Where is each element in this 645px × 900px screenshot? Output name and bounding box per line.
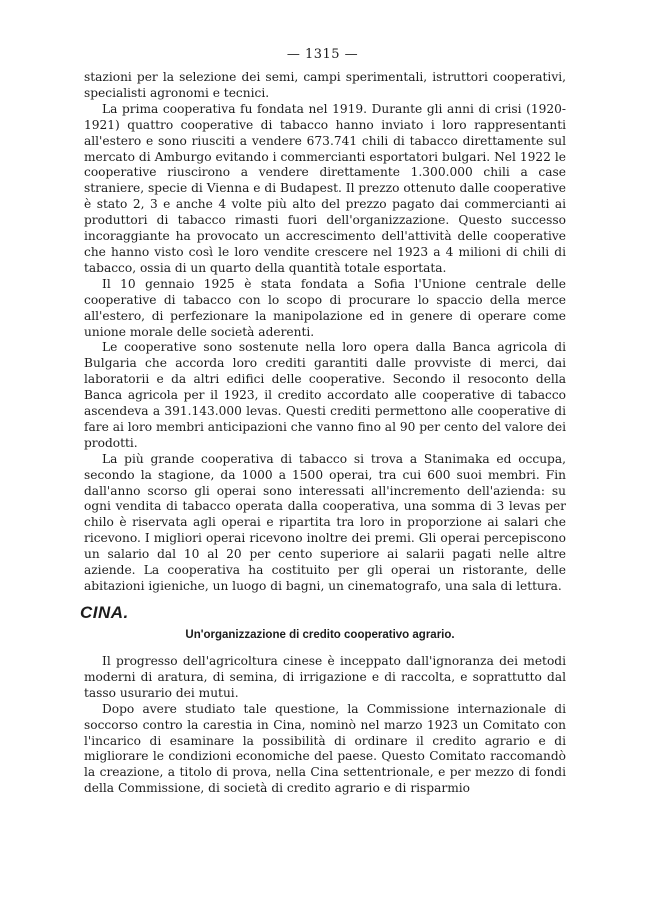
- page-number: — 1315 —: [286, 47, 359, 62]
- paragraph-central-union: Il 10 gennaio 1925 è stata fondata a Sofia l'Unione centrale delle cooperative di tabacco con lo scopo di procurare lo spaccio della merce all'estero, di perfezionare la manipolazione ed in genere di operare come unione morale delle società aderenti.: [84, 276, 566, 339]
- china-credit-text: [84, 654, 566, 797]
- paragraph-continuation: stazioni per la selezione dei semi, campi sperimentali, istruttori cooperativi, specialisti agronomi e tecnici.: [84, 70, 566, 100]
- paragraph-commission: Dopo avere studiato tale questione, la Commissione internazionale di soccorso contro la carestia in Cina, nominò nel marzo 1923 un Comitato con l'incarico di esaminare la possibilità di ordinare il credito agrario e di migliorare le condizioni economiche del paese. Questo Comitato raccomandò la creazione, a titolo di prova, nella Cina settentrionale, e per mezzo di fondi della Commissione, di società di credito agrario e di risparmio: [84, 701, 566, 796]
- section-heading-cina: CINA.: [80, 603, 129, 622]
- paragraph-agriculture-progress: Il progresso dell'agricoltura cinese è inceppato dall'ignoranza dei metodi moderni di aratura, di semina, di irrigazione e di raccolta, e soprattutto dal tasso usurario dei mutui.: [84, 654, 566, 700]
- paragraph-first-cooperative: La prima cooperativa fu fondata nel 1919. Durante gli anni di crisi (1920-1921) quattro cooperative di tabacco hanno inviato i loro rappresentanti all'estero e sono riusciti a vendere 673.741 chili di tabacco direttamente sul mercato di Amburgo evitando i commercianti esportatori bulgari. Nel 1922 le cooperative riuscirono a vendere direttamente 1.300.000 chili a case straniere, specie di Vienna e di Budapest. Il prezzo ottenuto dalle cooperative è stato 2, 3 e anche 4 volte più alto del prezzo pagato dai commercianti ai produttori di tabacco rimasti fuori dell'organizzazione. Questo successo incoraggiante ha provocato un accrescimento dell'attività delle cooperative che hanno visto così le loro vendite crescere nel 1923 a 4 milioni di chili di tabacco, ossia di un quarto della quantità totale esportata.: [84, 101, 566, 275]
- paragraph-stanimaka-cooperative: La più grande cooperativa di tabacco si trova a Stanimaka ed occupa, secondo la stagione, da 1000 a 1500 operai, tra cui 600 suoi membri. Fin dall'anno scorso gli operai sono interessati all'incremento dell'azienda: su ogni vendita di tabacco operata dalla cooperativa, una somma di 3 levas per chilo è riservata agli operai e ripartita tra loro in proporzione ai salari che ricevono. I migliori operai ricevono inoltre dei premi. Gli operai percepiscono un salario dal 10 al 20 per cento superiore ai salarii pagati nelle altre aziende. La cooperativa ha costituito per gli operai un ristorante, delle abitazioni igieniche, un luogo di bagni, un cinematografo, una sala di lettura.: [84, 451, 566, 593]
- section-subtitle: Un'organizzazione di credito cooperativo agrario.: [185, 629, 455, 641]
- paragraph-agricultural-bank: Le cooperative sono sostenute nella loro opera dalla Banca agricola di Bulgaria che accorda loro crediti garantiti dalle provviste di merci, dai laboratorii e da altri edifici delle cooperative. Secondo il resoconto della Banca agricola per il 1923, il credito accordato alle cooperative di tabacco ascendeva a 391.143.000 levas. Questi crediti permettono alle cooperative di fare ai loro membri anticipazioni che vanno fino al 90 per cento del valore dei prodotti.: [84, 340, 566, 450]
- bulgaria-cooperatives-text: [84, 70, 566, 595]
